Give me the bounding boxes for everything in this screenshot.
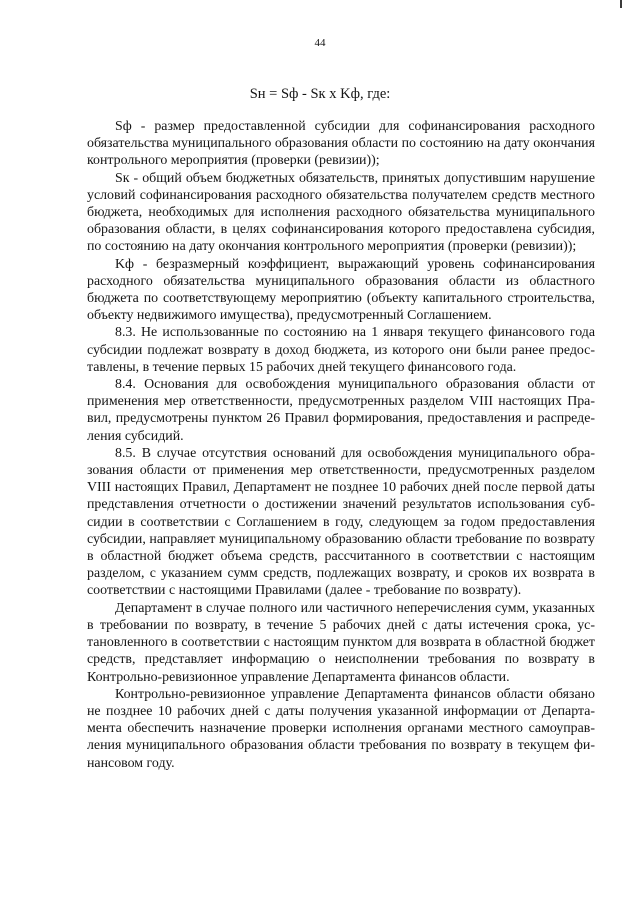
subsidy-formula: Sн = Sф - Sк x Kф, где: <box>249 86 391 102</box>
scan-corner-mark <box>620 0 622 8</box>
paragraph-8-3: 8.3. Не использованные по состоянию на 1 января текущего финансового года субсидии подлежат возврату в доход бюджета, из которого они были ранее предоставлены, в течение первых 15 рабочих дней текущего финансового года. <box>87 325 595 375</box>
document-body <box>87 118 595 772</box>
paragraph-sk-definition: Sк - общий объем бюджетных обязательств, принятых допустившим нарушение условий софинансирования расходного обязательства получателем средств местного бюджета, необходимых для исполнения расходного обязательства муниципального образования области, в целях софинансирования которого предоставлена субсидия, по состоянию на дату окончания контрольного мероприятия (проверки (ревизии)); <box>87 170 595 255</box>
paragraph-8-4: 8.4. Основания для освобождения муниципального образования области от применения мер ответственности, предусмотренных разделом VIII настоящих Правил, предусмотрены пунктом 26 Правил формирования, предоставления и распределения субсидий. <box>87 377 595 444</box>
page-number: 44 <box>314 37 326 49</box>
paragraph-sf-definition: Sф - размер предоставленной субсидии для софинансирования расходного обязательства муниципального образования области по состоянию на дату окончания контрольного мероприятия (проверки (ревизии)); <box>87 119 595 169</box>
paragraph-audit-department: Контрольно-ревизионное управление Департамента финансов области обязано не позднее 10 рабочих дней с даты получения указанной информации от Департамента обеспечить назначение проверки исполнения органами местного самоуправления муниципального образования области требования по возврату в текущем финансовом году. <box>87 686 595 771</box>
paragraph-8-5: 8.5. В случае отсутствия оснований для освобождения муниципального образования области от применения мер ответственности, предусмотренных разделом VIII настоящих Правил, Департамент не позднее 10 рабочих дней после первой даты представления отчетности о достижении значений результатов использования субсидии в соответствии с Соглашением в году, следующем за годом предоставления субсидии, направляет муниципальному образованию области требование по возврату в областной бюджет объема средств, рассчитанного в соответствии с настоящим разделом, с указанием сумм средств, подлежащих возврату, и сроков их возврата в соответствии с настоящими Правилами (далее - требование по возврату). <box>87 445 595 599</box>
paragraph-department-nonpayment: Департамент в случае полного или частичного неперечисления сумм, указанных в требовании по возврату, в течение 5 рабочих дней с даты истечения срока, установленного в соответствии с настоящим пунктом для возврата в областной бюджет средств, представляет информацию о неисполнении требования по возврату в Контрольно-ревизионное управление Департамента финансов области. <box>87 600 595 685</box>
paragraph-kf-definition: Kф - безразмерный коэффициент, выражающий уровень софинансирования расходного обязательства муниципального образования области из областного бюджета по соответствующему мероприятию (объекту капитального строительства, объекту недвижимого имущества), предусмотренный Соглашением. <box>87 256 595 324</box>
